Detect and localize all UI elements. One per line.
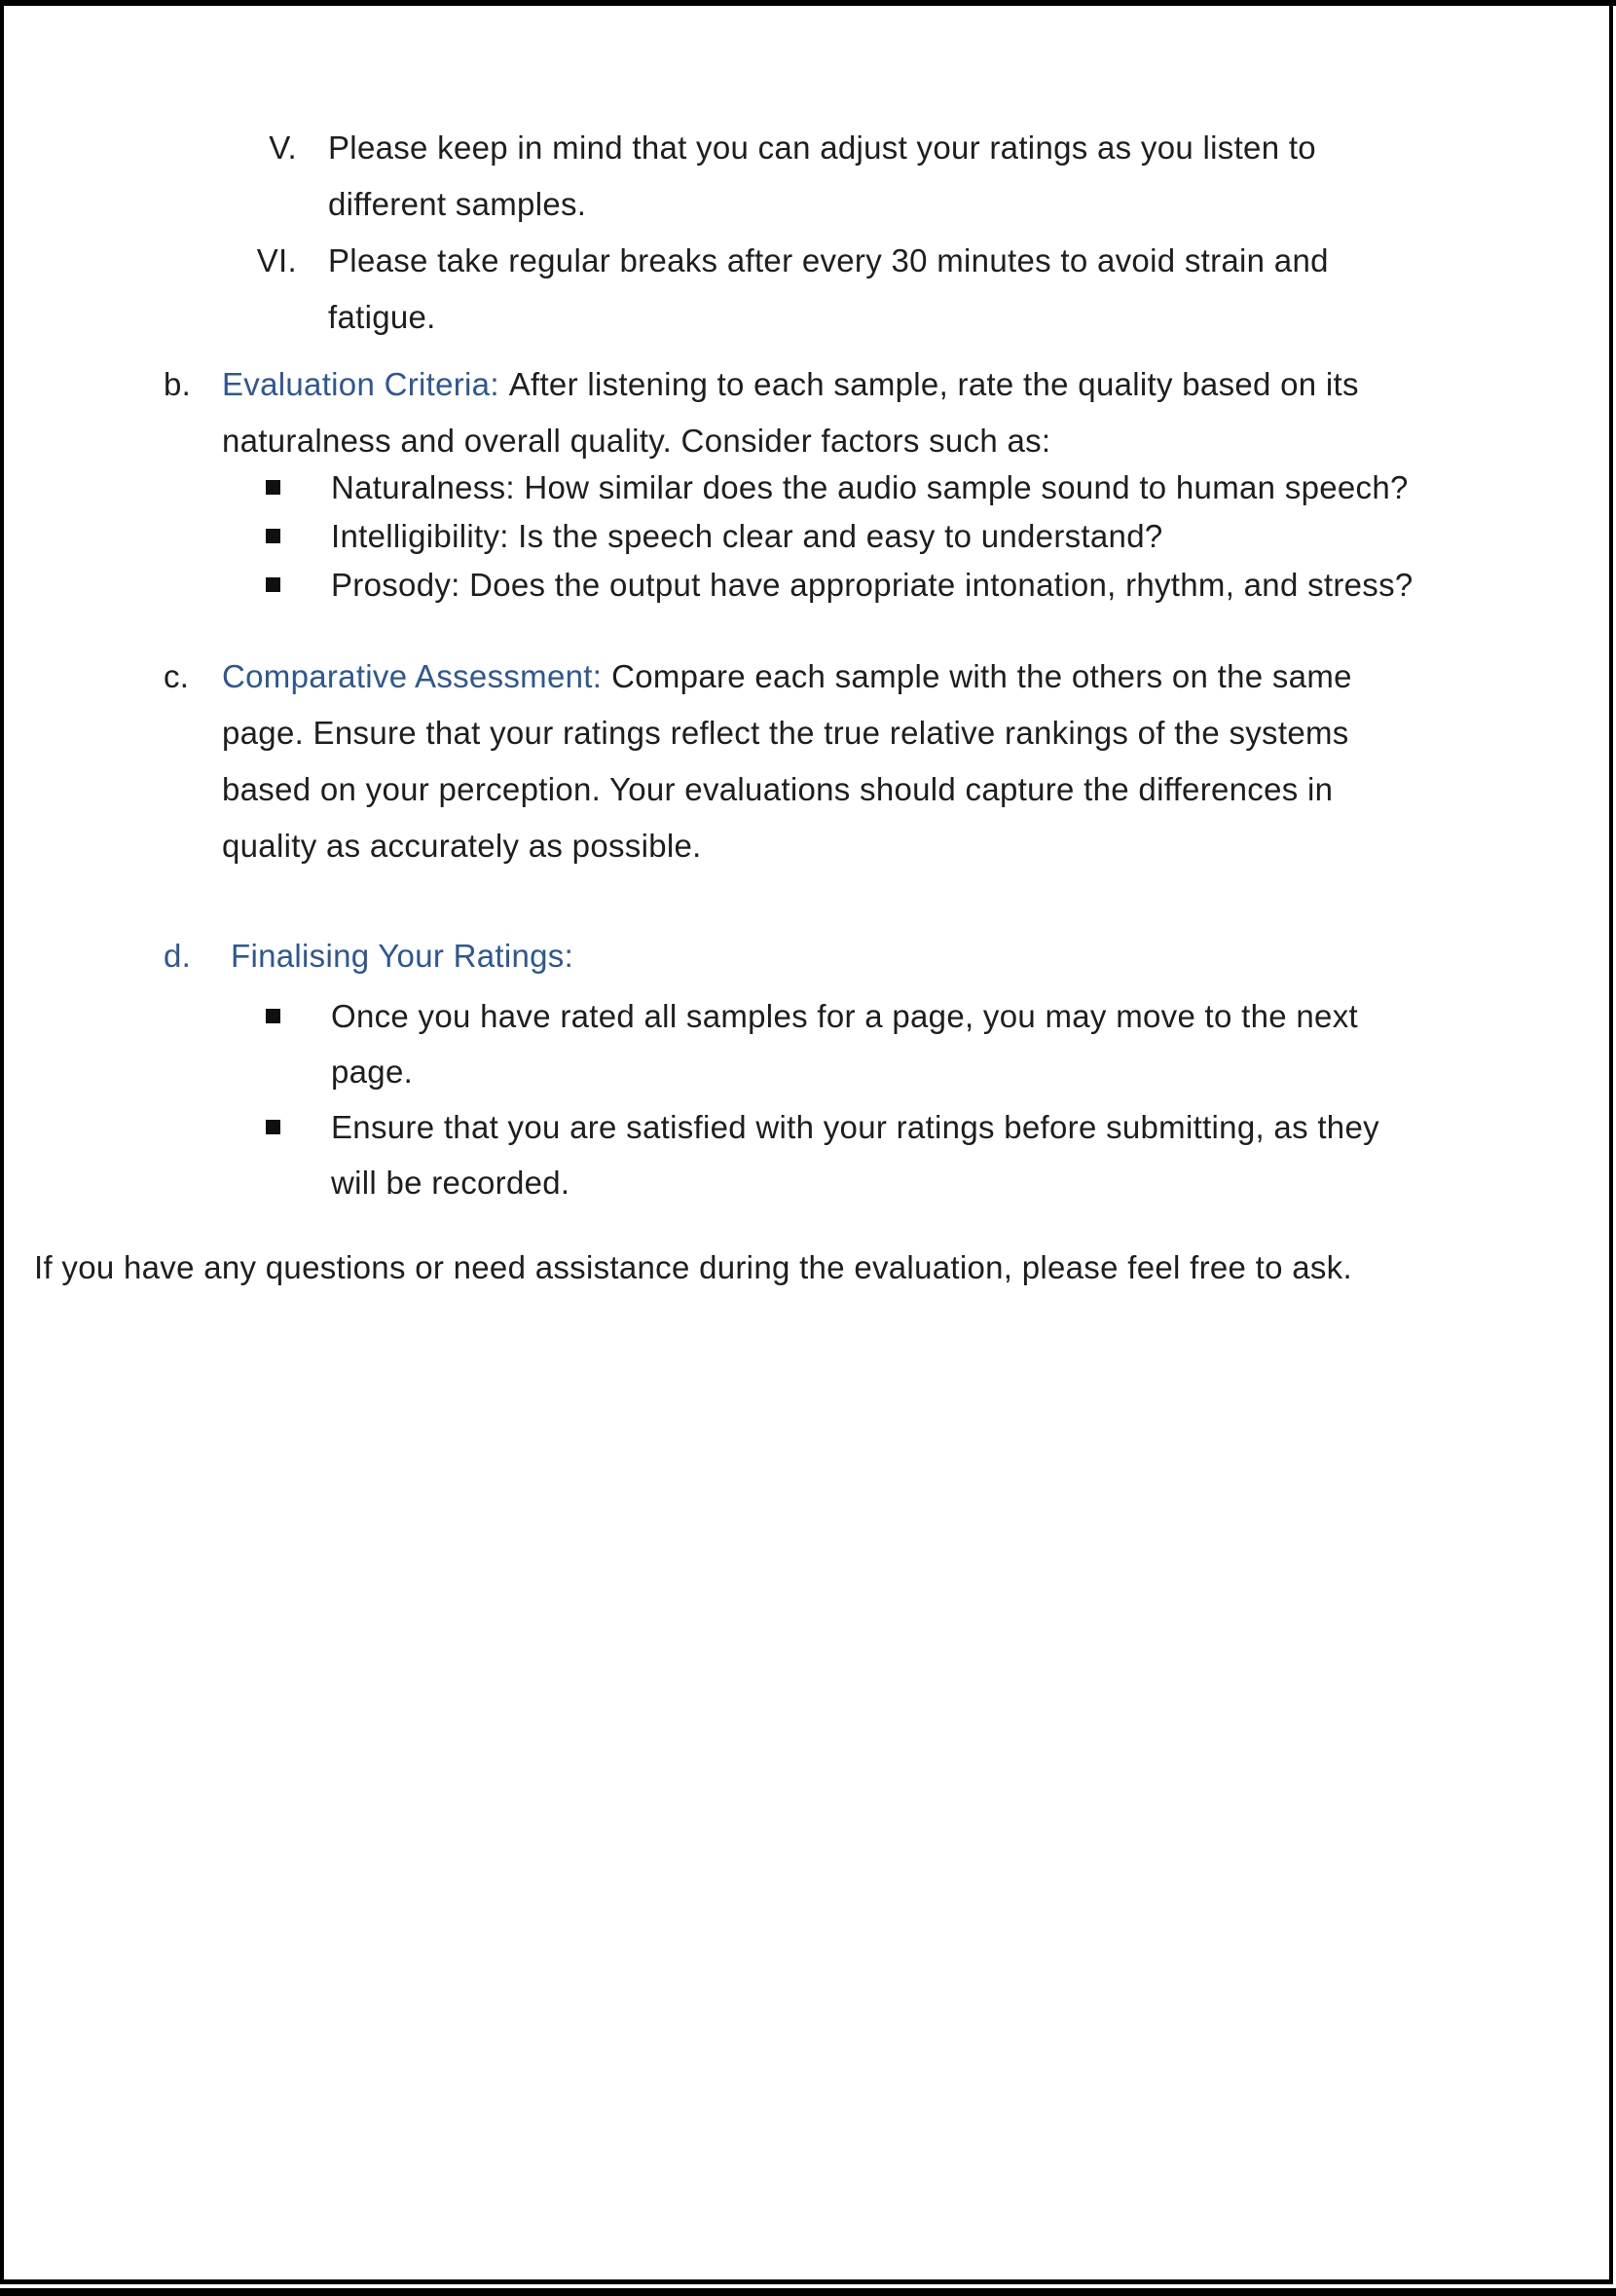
list-item-line [266, 1044, 1379, 1099]
section-comparative-assessment [164, 648, 1352, 874]
list-item-text: fatigue. [328, 299, 436, 335]
list-item-line [164, 648, 1352, 705]
section-text: based on your perception. Your evaluations should capture the differences in [222, 771, 1334, 807]
bullet-text: page. [331, 1054, 414, 1090]
list-marker: V. [269, 130, 297, 166]
bullet-text: will be recorded. [331, 1165, 570, 1201]
list-item-line [266, 988, 1379, 1044]
page-bottom-band [0, 2288, 1616, 2296]
bullet-text: Naturalness: How similar does the audio sample sound to human speech? [331, 469, 1409, 505]
list-marker: d. [164, 938, 192, 974]
bullet-square-icon [266, 529, 280, 543]
list-item-line [4, 289, 1329, 346]
list-item-line [266, 463, 1414, 512]
list-item-line [4, 233, 1329, 289]
section-evaluation-criteria [164, 356, 1359, 469]
section-text: page. Ensure that your ratings reflect the true relative rankings of the systems [222, 715, 1349, 751]
finalising-bullet-list [266, 988, 1379, 1210]
bullet-text: Prosody: Does the output have appropriate intonation, rhythm, and stress? [331, 567, 1414, 603]
section-text: Compare each sample with the others on the same [611, 658, 1352, 694]
list-item-text: Please keep in mind that you can adjust your ratings as you listen to [328, 130, 1316, 166]
footer-paragraph: If you have any questions or need assistance during the evaluation, please feel free to ask. [34, 1249, 1352, 1285]
list-marker: VI. [256, 242, 297, 278]
bullet-square-icon [266, 577, 280, 592]
list-item-line [4, 120, 1329, 176]
section-heading: Comparative Assessment: [222, 658, 603, 694]
list-item-line [266, 512, 1414, 561]
bullet-square-icon [266, 1120, 280, 1134]
list-item-text: different samples. [328, 186, 587, 222]
list-marker: c. [164, 658, 190, 694]
list-item-line [266, 1155, 1379, 1210]
list-marker: b. [164, 366, 192, 402]
bullet-text: Ensure that you are satisfied with your ratings before submitting, as they [331, 1109, 1379, 1145]
bullet-square-icon [266, 1009, 280, 1023]
list-item-line [4, 176, 1329, 233]
list-item-line [266, 1099, 1379, 1155]
bullet-text: Once you have rated all samples for a page, you may move to the next [331, 998, 1358, 1034]
section-heading: Evaluation Criteria: [222, 366, 499, 402]
list-item-line [164, 356, 1359, 413]
list-item-text: Please take regular breaks after every 30 minutes to avoid strain and [328, 242, 1329, 278]
list-item-line [266, 561, 1414, 610]
section-text: quality as accurately as possible. [222, 828, 702, 864]
list-item-line [164, 928, 573, 984]
bullet-square-icon [266, 480, 280, 495]
section-text: After listening to each sample, rate the quality based on its [508, 366, 1359, 402]
bullet-text: Intelligibility: Is the speech clear and easy to understand? [331, 518, 1163, 554]
criteria-bullet-list [266, 463, 1414, 610]
section-text: naturalness and overall quality. Consider factors such as: [222, 423, 1051, 459]
section-heading: Finalising Your Ratings: [231, 938, 574, 974]
section-finalising-ratings [164, 928, 573, 984]
roman-numeral-list [4, 120, 1329, 346]
